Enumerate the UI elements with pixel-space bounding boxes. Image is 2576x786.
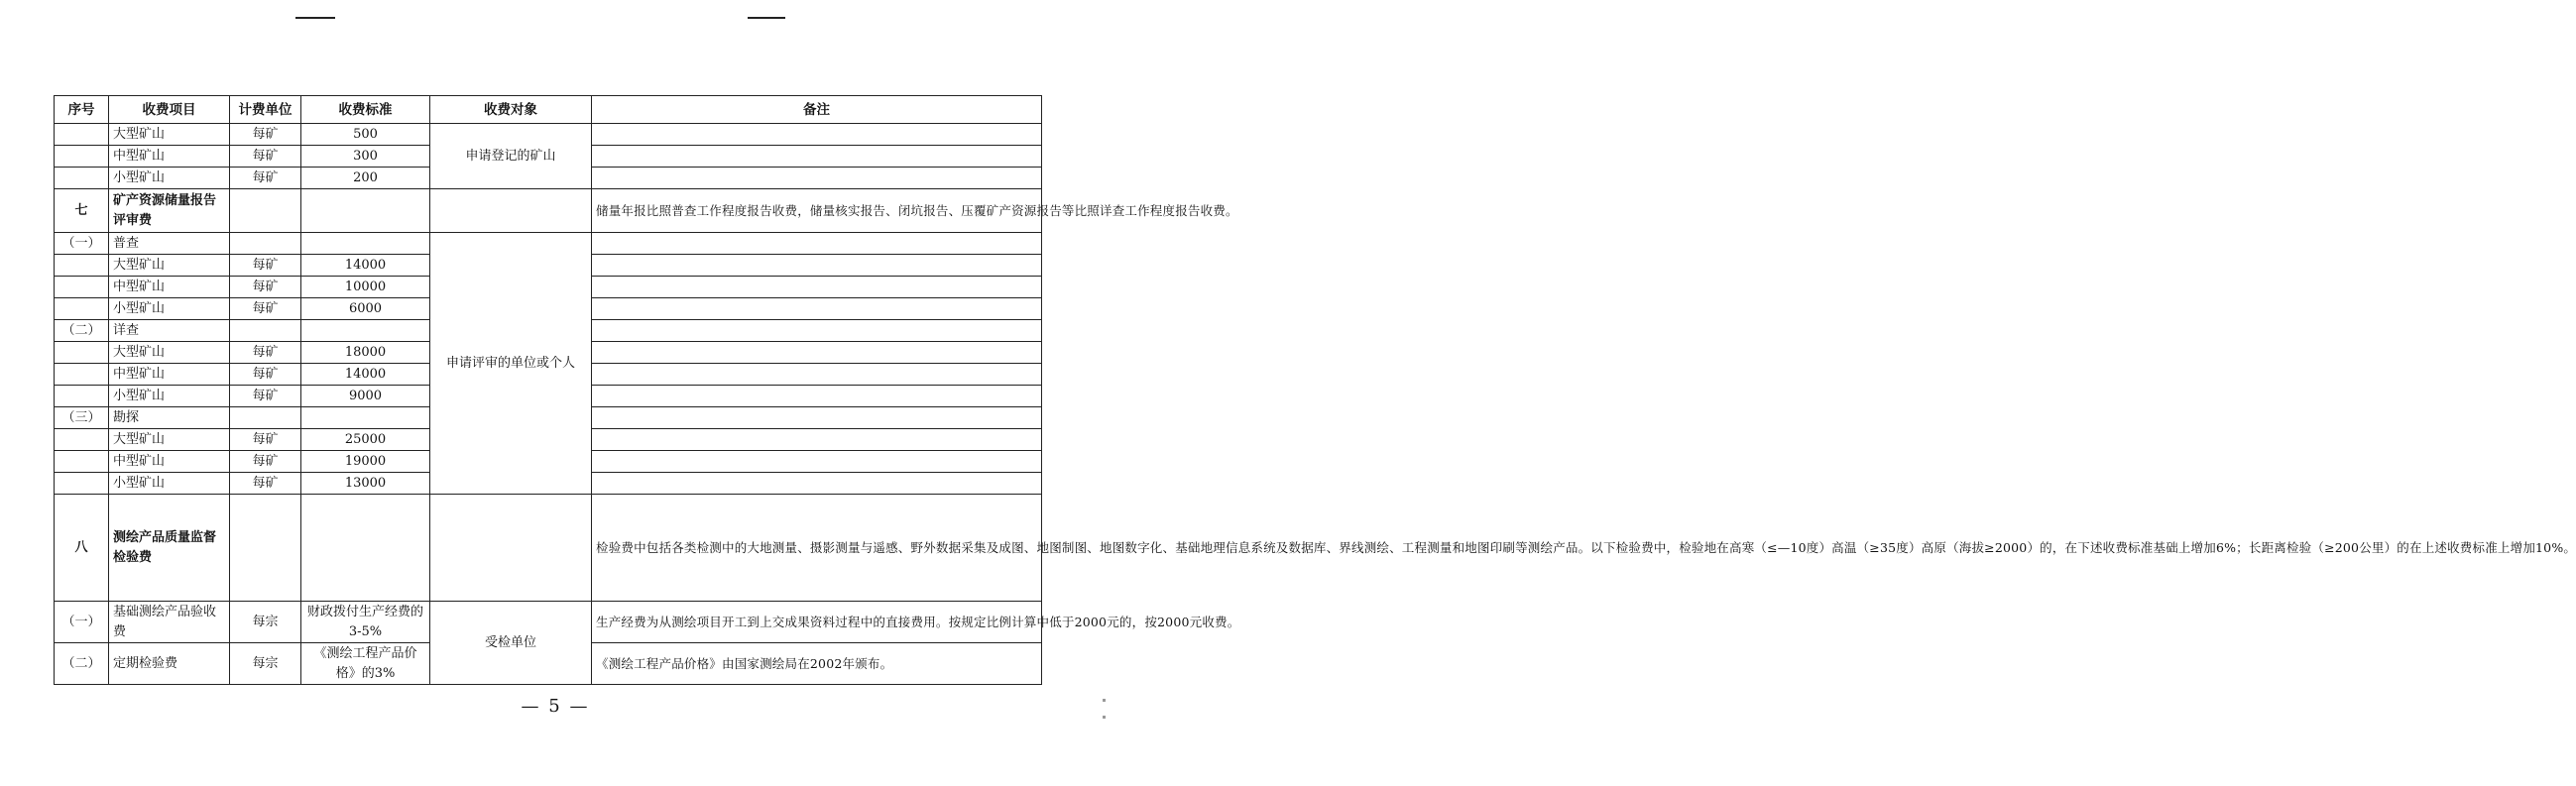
standard-cell: 300 xyxy=(301,146,430,168)
standard-cell: 6000 xyxy=(301,298,430,320)
header-no: 序号 xyxy=(55,96,109,124)
subsection-no: （三） xyxy=(55,407,109,429)
remark-cell: 《测绘工程产品价格》由国家测绘局在2002年颁布。 xyxy=(592,643,1042,685)
section-no: 七 xyxy=(55,189,109,233)
header-standard: 收费标准 xyxy=(301,96,430,124)
unit-cell: 每矿 xyxy=(230,146,301,168)
header-remark: 备注 xyxy=(592,96,1042,124)
subsection-item: 勘探 xyxy=(109,407,230,429)
top-mark-right xyxy=(748,17,785,19)
unit-cell: 每矿 xyxy=(230,451,301,473)
standard-cell: 10000 xyxy=(301,277,430,298)
unit-cell: 每矿 xyxy=(230,473,301,495)
standard-cell: 19000 xyxy=(301,451,430,473)
standard-cell: 18000 xyxy=(301,342,430,364)
unit-cell: 每矿 xyxy=(230,277,301,298)
header-item: 收费项目 xyxy=(109,96,230,124)
item-cell: 小型矿山 xyxy=(109,386,230,407)
unit-cell: 每矿 xyxy=(230,342,301,364)
unit-cell: 每矿 xyxy=(230,298,301,320)
standard-cell: 500 xyxy=(301,124,430,146)
section-item: 矿产资源储量报告评审费 xyxy=(109,189,230,233)
item-cell: 小型矿山 xyxy=(109,298,230,320)
subsection-no: （一） xyxy=(55,233,109,255)
unit-cell: 每矿 xyxy=(230,429,301,451)
standard-cell: 《测绘工程产品价格》的3% xyxy=(301,643,430,685)
subsection-no: （二） xyxy=(55,643,109,685)
item-cell: 小型矿山 xyxy=(109,473,230,495)
section-no: 八 xyxy=(55,495,109,602)
object-cell: 受检单位 xyxy=(430,602,592,685)
item-cell: 中型矿山 xyxy=(109,451,230,473)
standard-cell: 14000 xyxy=(301,255,430,277)
item-cell: 大型矿山 xyxy=(109,124,230,146)
fee-table xyxy=(54,95,2576,685)
section-row xyxy=(55,495,1042,602)
standard-cell: 13000 xyxy=(301,473,430,495)
remark-cell: 储量年报比照普查工作程度报告收费，储量核实报告、闭坑报告、压覆矿产资源报告等比照详查工作程度报告收费。 xyxy=(592,189,1042,233)
standard-cell: 财政拨付生产经费的3-5% xyxy=(301,602,430,643)
unit-cell: 每矿 xyxy=(230,255,301,277)
section-row xyxy=(55,189,1042,233)
unit-cell: 每宗 xyxy=(230,602,301,643)
top-mark-left xyxy=(295,17,335,19)
header-row xyxy=(55,96,1042,124)
header-object: 收费对象 xyxy=(430,96,592,124)
standard-cell: 25000 xyxy=(301,429,430,451)
item-cell: 大型矿山 xyxy=(109,342,230,364)
unit-cell: 每矿 xyxy=(230,168,301,189)
section-item: 测绘产品质量监督检验费 xyxy=(109,495,230,602)
item-cell: 小型矿山 xyxy=(109,168,230,189)
item-cell: 中型矿山 xyxy=(109,364,230,386)
unit-cell: 每矿 xyxy=(230,386,301,407)
scan-mark xyxy=(1103,716,1106,719)
item-cell: 中型矿山 xyxy=(109,277,230,298)
object-cell: 申请登记的矿山 xyxy=(430,124,592,189)
unit-cell: 每矿 xyxy=(230,124,301,146)
unit-cell: 每矿 xyxy=(230,364,301,386)
item-cell: 中型矿山 xyxy=(109,146,230,168)
object-cell: 申请评审的单位或个人 xyxy=(430,233,592,495)
subsection-item: 普查 xyxy=(109,233,230,255)
subsection-item: 详查 xyxy=(109,320,230,342)
item-cell: 大型矿山 xyxy=(109,429,230,451)
subsection-no: （二） xyxy=(55,320,109,342)
header-unit: 计费单位 xyxy=(230,96,301,124)
subsection-no: （一） xyxy=(55,602,109,643)
standard-cell: 200 xyxy=(301,168,430,189)
unit-cell: 每宗 xyxy=(230,643,301,685)
table-row xyxy=(55,124,1042,146)
subsection-row xyxy=(55,602,1042,643)
item-cell: 大型矿山 xyxy=(109,255,230,277)
subsection-item: 定期检验费 xyxy=(109,643,230,685)
remark-cell: 生产经费为从测绘项目开工到上交成果资料过程中的直接费用。按规定比例计算中低于2000元的，按2000元收费。 xyxy=(592,602,1042,643)
subsection-row xyxy=(55,233,1042,255)
standard-cell: 14000 xyxy=(301,364,430,386)
subsection-item: 基础测绘产品验收费 xyxy=(109,602,230,643)
scan-mark xyxy=(1103,699,1106,702)
standard-cell: 9000 xyxy=(301,386,430,407)
page-number: — 5 — xyxy=(521,696,590,717)
remark-cell: 检验费中包括各类检测中的大地测量、摄影测量与遥感、野外数据采集及成图、地图制图、地图数字化、基础地理信息系统及数据库、界线测绘、工程测量和地图印刷等测绘产品。以下检验费中，检验地在高寒（≤—10度）高温（≥35度）高原（海拔≥2000）的，在下述收费标准基础上增加6%；长距离检验（≥200公里）的在上述收费标准上增加10%。 xyxy=(592,495,1042,602)
